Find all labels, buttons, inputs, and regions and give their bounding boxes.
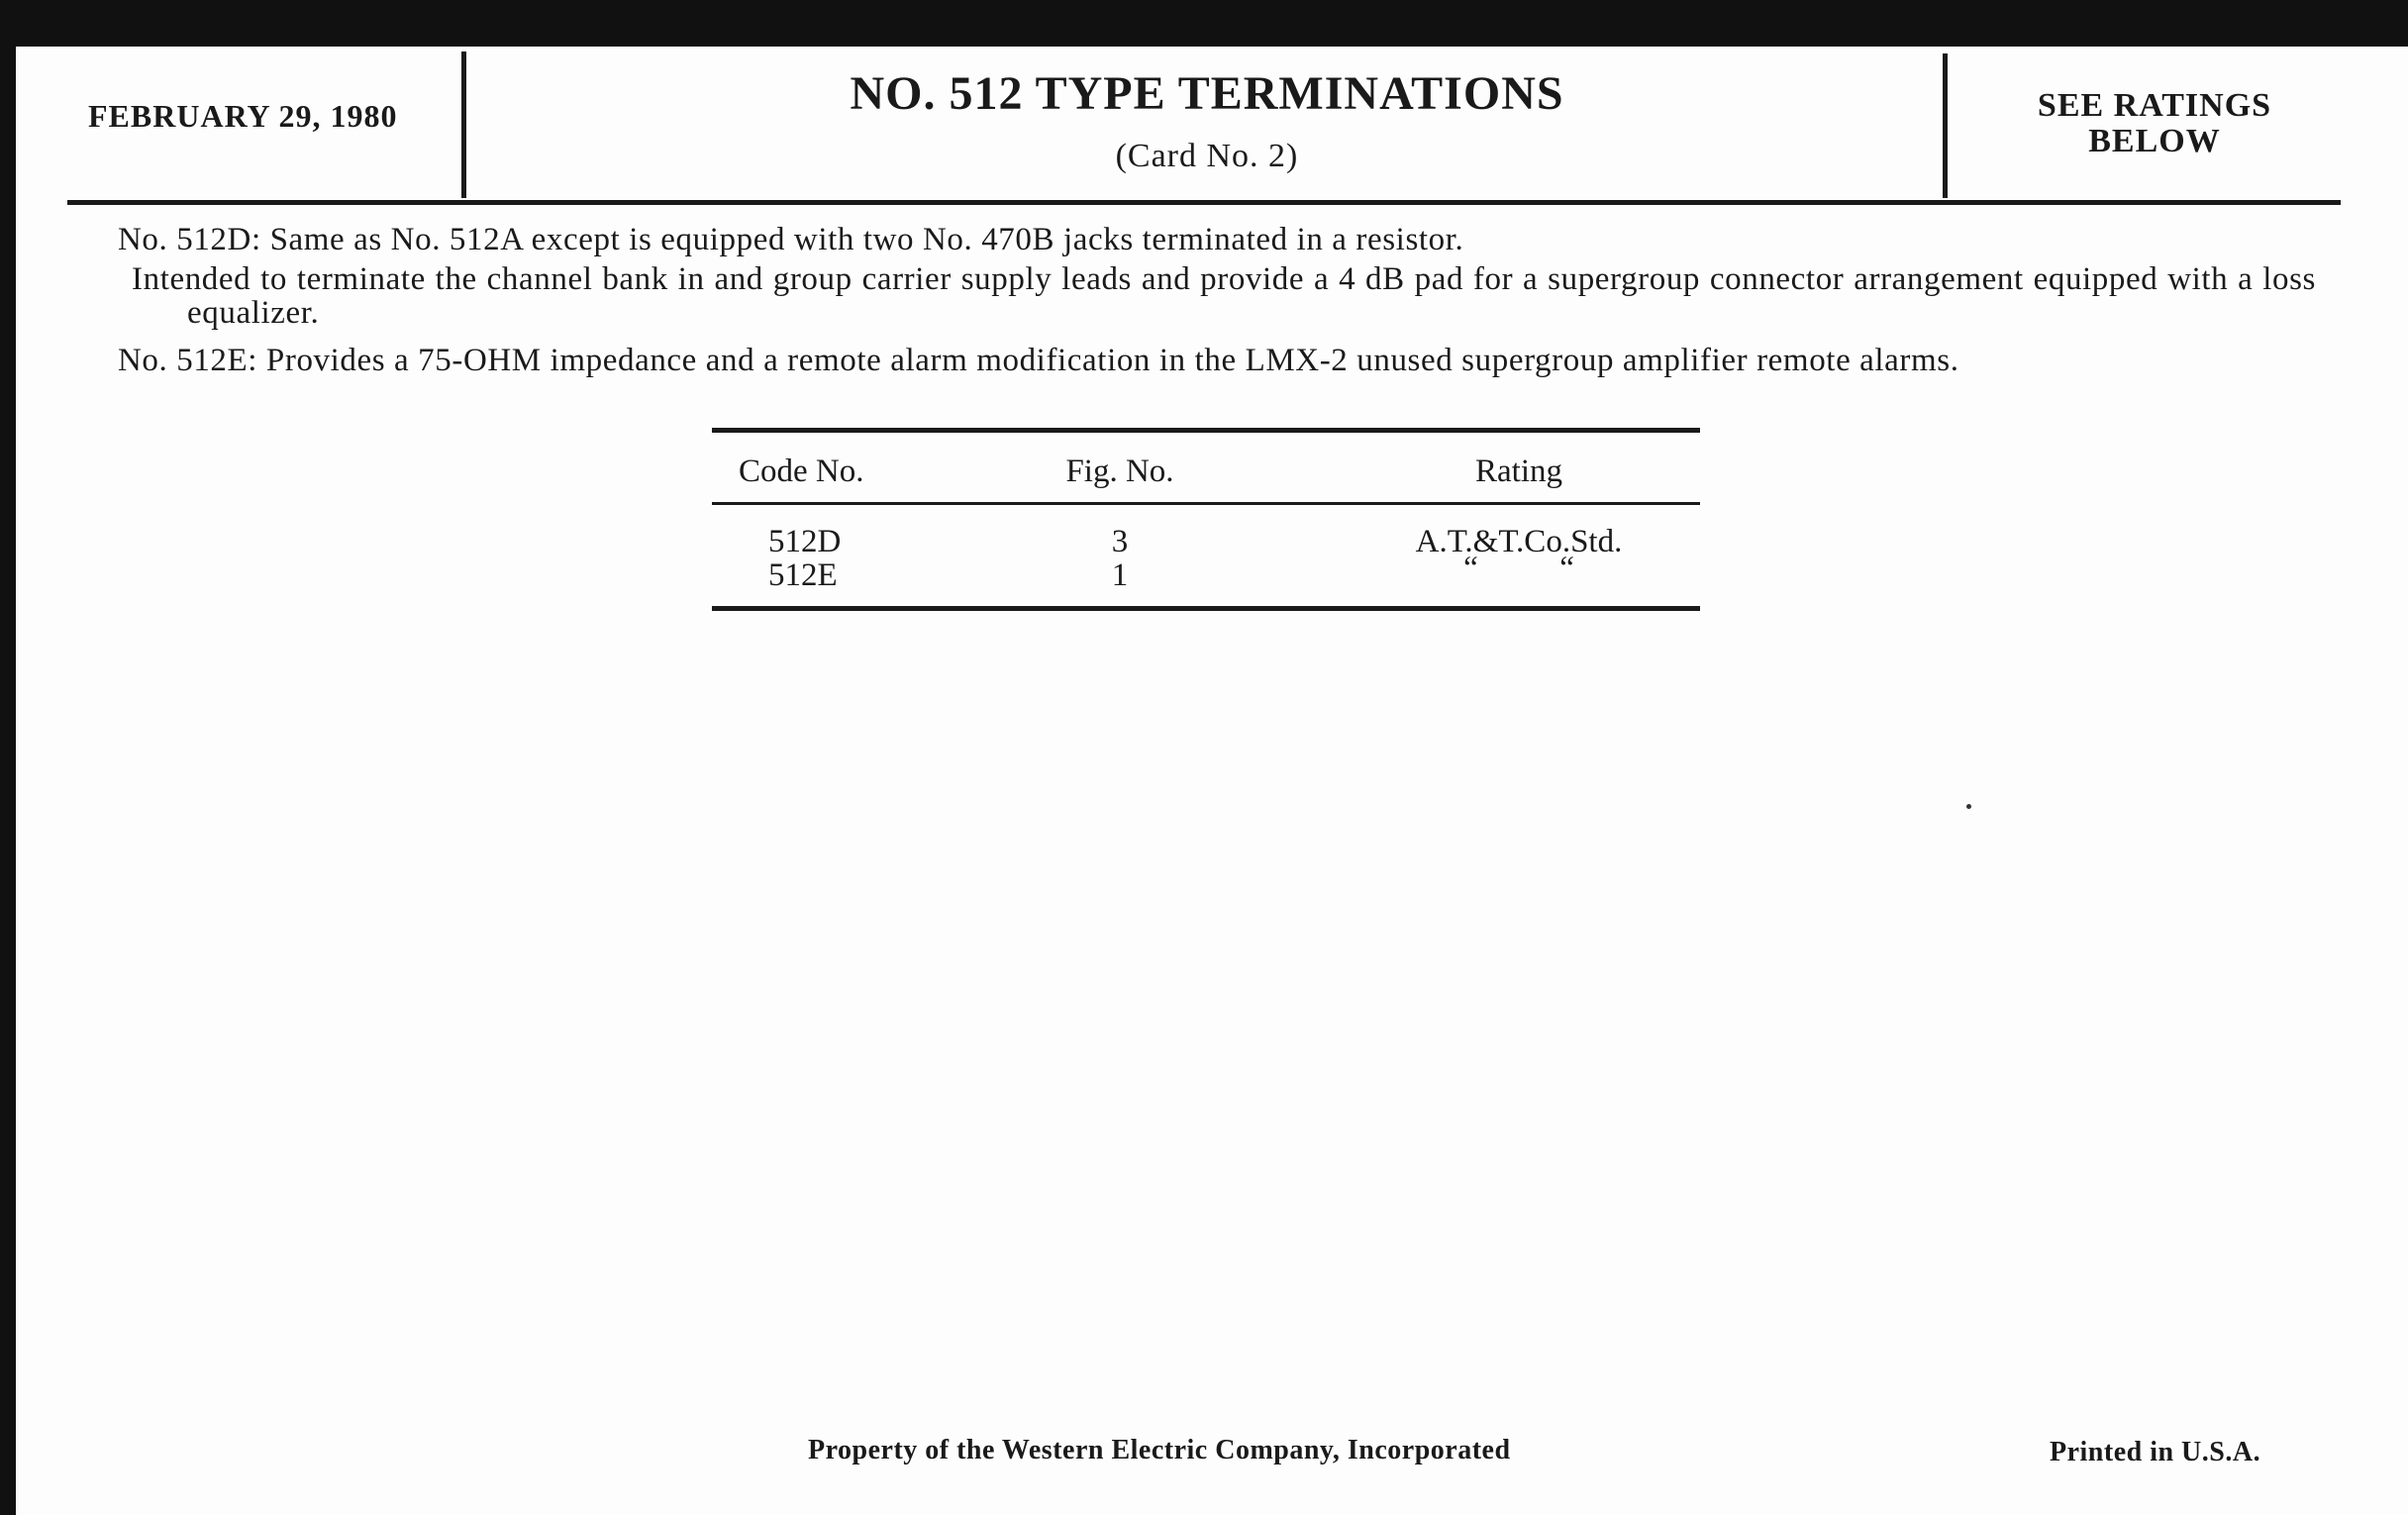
table-cell-rating: “ “ xyxy=(1463,551,1574,586)
footer-printed: Printed in U.S.A. xyxy=(2050,1437,2261,1467)
page-subtitle: (Card No. 2) xyxy=(1115,138,1299,174)
header-date: FEBRUARY 29, 1980 xyxy=(88,98,398,134)
document-card xyxy=(16,47,2408,1515)
table-cell-rating: A.T.&T.Co.Std. xyxy=(1415,524,1623,559)
table-rule-bottom xyxy=(712,606,1700,611)
header-rule xyxy=(67,200,2341,205)
table-row xyxy=(712,551,1700,593)
table-header-row xyxy=(712,433,1700,502)
ratings-table xyxy=(712,428,1700,611)
table-cell-fig: 3 xyxy=(1111,524,1129,559)
header-divider-left xyxy=(461,51,466,198)
ratings-line-2: BELOW xyxy=(2088,123,2221,159)
header-divider-right xyxy=(1943,53,1948,198)
ratings-line-1: SEE RATINGS xyxy=(2037,87,2272,124)
table-header-code: Code No. xyxy=(739,454,864,489)
body-paragraph-intended: Intended to terminate the channel bank in and group carrier supply leads and provide a 4 dB pad for a supergroup connector arrangement equipped with a loss equalizer. xyxy=(132,261,2316,331)
page-title: NO. 512 TYPE TERMINATIONS xyxy=(850,67,1564,120)
table-cell-code: 512D xyxy=(768,524,842,559)
table-body xyxy=(712,505,1700,606)
body-paragraph-1-wrap xyxy=(118,223,2316,256)
table-header-fig: Fig. No. xyxy=(1065,454,1174,489)
table-header-rating: Rating xyxy=(1475,454,1562,489)
scan-speck xyxy=(1966,804,1971,809)
body-paragraph-512d: No. 512D: Same as No. 512A except is equipped with two No. 470B jacks terminated in a resistor. xyxy=(118,222,1464,257)
table-cell-fig: 1 xyxy=(1111,557,1129,593)
body-paragraph-3-wrap xyxy=(118,344,2316,377)
body-paragraph-2-wrap xyxy=(132,262,2316,330)
table-cell-code: 512E xyxy=(768,557,838,593)
footer-property: Property of the Western Electric Company, Incorporated xyxy=(808,1435,1511,1465)
body-paragraph-512e: No. 512E: Provides a 75-OHM impedance and a remote alarm modification in the LMX-2 unused supergroup amplifier remote alarms. xyxy=(118,343,1959,378)
ratings-note xyxy=(1956,88,2353,159)
